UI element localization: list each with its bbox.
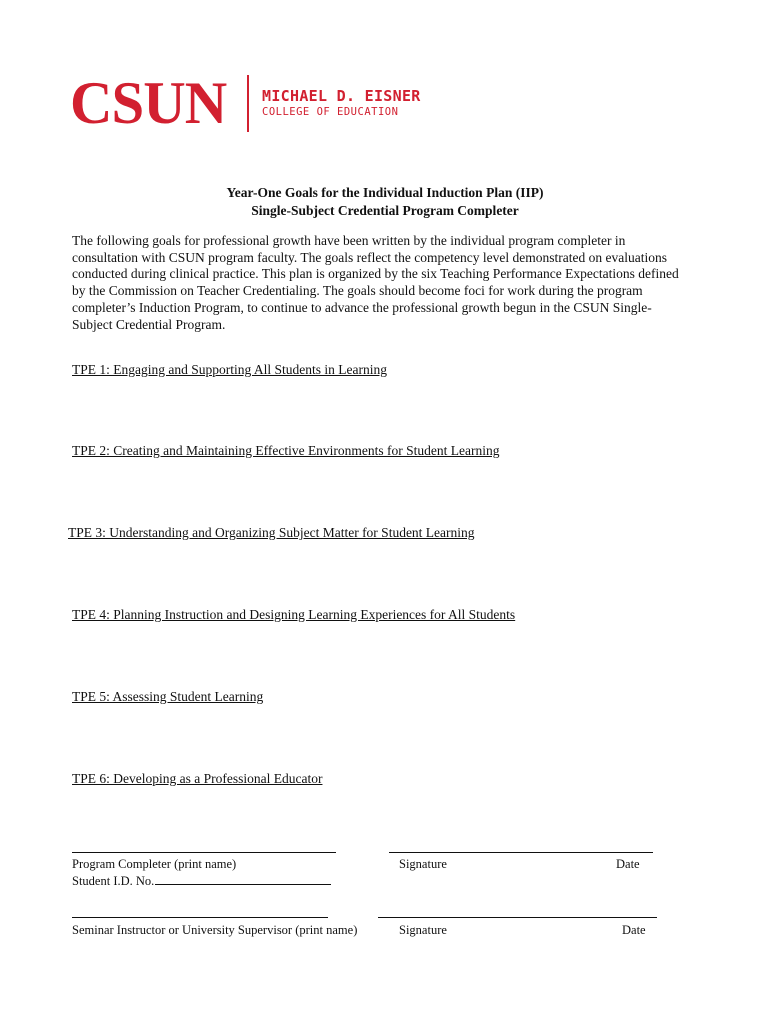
- signature-label: Signature: [399, 857, 447, 871]
- completer-signature-line[interactable]: [389, 852, 653, 853]
- instructor-name-label: Seminar Instructor or University Supervisor (print name): [72, 923, 358, 937]
- document-subtitle: Single-Subject Credential Program Completer: [251, 203, 519, 218]
- student-id-field[interactable]: [72, 872, 331, 889]
- intro-line: by the Commission on Teacher Credentialing. The goals should become foci for work during the program: [72, 283, 643, 299]
- date-label: Date: [616, 857, 640, 871]
- intro-line: The following goals for professional growth have been written by the individual program completer in: [72, 233, 626, 248]
- tpe-3-heading: TPE 3: Understanding and Organizing Subject Matter for Student Learning: [68, 525, 475, 540]
- intro-line: conducted during clinical practice. This plan is organized by the six Teaching Performance Expectations defined: [72, 266, 679, 282]
- tpe-6-heading: TPE 6: Developing as a Professional Educator: [72, 771, 323, 786]
- student-id-label: Student I.D. No.: [72, 874, 155, 888]
- instructor-name-line[interactable]: [72, 917, 328, 918]
- signature-label: Signature: [399, 923, 447, 937]
- document-title: Year-One Goals for the Individual Induction Plan (IIP): [226, 185, 544, 200]
- intro-paragraph: [72, 233, 708, 333]
- tpe-2-heading: TPE 2: Creating and Maintaining Effective Environments for Student Learning: [72, 443, 500, 458]
- student-id-line[interactable]: [155, 872, 331, 885]
- tpe-4-heading: TPE 4: Planning Instruction and Designing Learning Experiences for All Students: [72, 607, 516, 622]
- tpe-5-heading: TPE 5: Assessing Student Learning: [72, 689, 264, 704]
- completer-name-line[interactable]: [72, 852, 336, 853]
- logo-divider: [247, 75, 249, 132]
- intro-line: Subject Credential Program.: [72, 316, 226, 332]
- completer-name-label: Program Completer (print name): [72, 857, 237, 871]
- tpe-1-heading: TPE 1: Engaging and Supporting All Students in Learning: [72, 362, 387, 377]
- college-name-line2: COLLEGE OF EDUCATION: [262, 106, 399, 118]
- college-name-line1: MICHAEL D. EISNER: [262, 87, 421, 105]
- instructor-signature-line[interactable]: [378, 917, 657, 918]
- intro-line: consultation with CSUN program faculty. The goals reflect the competency level demonstrated on evaluations: [72, 249, 667, 265]
- intro-line: completer’s Induction Program, to continue to advance the professional growth begun in the CSUN Single-: [72, 299, 652, 315]
- date-label: Date: [622, 923, 646, 937]
- csun-logo: CSUN: [70, 70, 227, 136]
